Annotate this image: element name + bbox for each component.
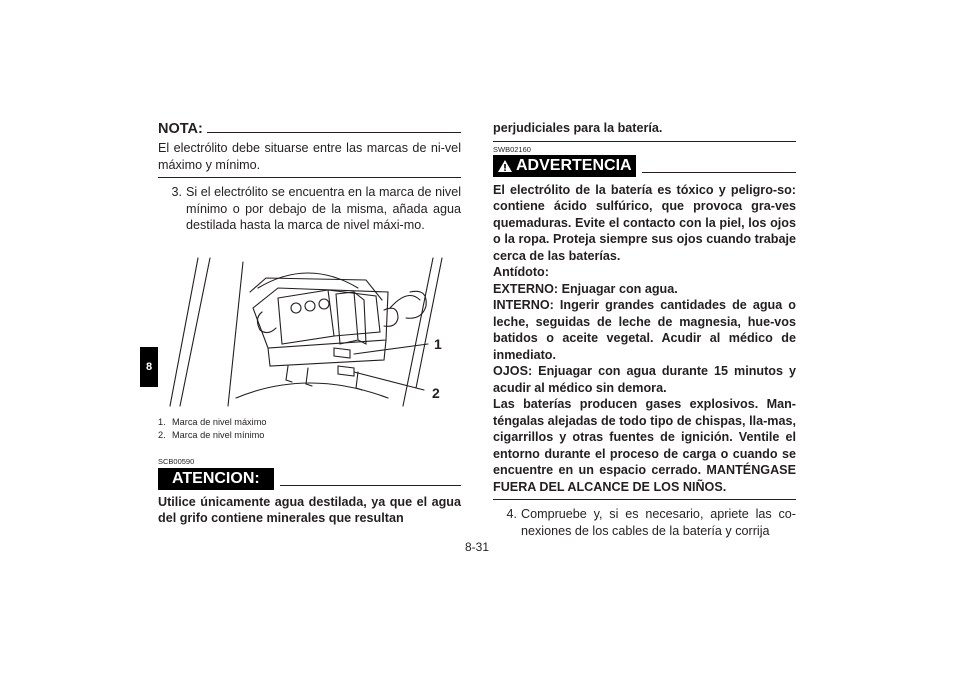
nota-end-rule [158, 177, 461, 178]
warning-code: SWB02160 [493, 144, 531, 154]
warning-rule [642, 172, 796, 173]
step-3-text: Si el electrólito se encuentra en la marca de nivel mínimo o por debajo de la misma, añada agua destilada hasta la marca de nivel máxi-mo. [186, 185, 461, 232]
nota-text: El electrólito debe situarse entre las marcas de ni-vel máximo y mínimo. [158, 141, 461, 172]
antidoto-ojos: OJOS: Enjuagar con agua durante 15 minutos y acudir al médico sin demora. [493, 364, 796, 395]
battery-drawing [158, 248, 461, 408]
caption-item-1 [158, 416, 461, 429]
nota-label: NOTA: [158, 120, 203, 137]
chapter-tab: 8 [140, 347, 158, 387]
page-number: 8-31 [465, 540, 490, 554]
antidoto-externo: EXTERNO: Enjuagar con agua. [493, 281, 678, 296]
battery-illustration [158, 248, 461, 408]
atencion-continued-text: perjudiciales para la batería. [493, 121, 663, 135]
callout-2: 2 [432, 384, 440, 401]
atencion-rule [280, 485, 461, 486]
atencion-heading [158, 468, 461, 490]
right-column [493, 120, 796, 539]
step-3 [158, 184, 461, 234]
caption-item-2 [158, 429, 461, 442]
warning-label-box [493, 155, 636, 177]
left-column [158, 120, 461, 527]
step-4-number: 4. [506, 507, 517, 521]
nota-heading [158, 120, 461, 138]
figure-caption [158, 416, 461, 442]
caption-1-text: Marca de nivel máximo [172, 416, 267, 427]
warning-triangle-icon [497, 159, 513, 173]
atencion-end-rule [493, 141, 796, 142]
atencion-code: SCB00590 [158, 456, 195, 466]
step-4-text: Compruebe y, si es necesario, apriete las co-nexiones de los cables de la batería y corrija [521, 507, 796, 538]
atencion-label: ATENCION: [158, 468, 274, 490]
warning-label: ADVERTENCIA [516, 156, 632, 174]
nota-rule [207, 132, 461, 133]
caption-2-text: Marca de nivel mínimo [172, 429, 265, 440]
callout-1: 1 [434, 335, 442, 352]
caption-2-number: 2. [158, 429, 166, 440]
warning-paragraph-1: El electrólito de la batería es tóxico y peligro-so: contiene ácido sulfúrico, que provoca gra-ves quemaduras. Evite el contacto con la piel, los ojos o la ropa. Proteja siempre sus ojos cuando trabaje cerca de las baterías. [493, 182, 796, 263]
atencion-text: Utilice únicamente agua destilada, ya que el agua del grifo contiene minerales que resultan [158, 494, 461, 525]
step-4 [493, 506, 796, 539]
antidoto-interno: INTERNO: Ingerir grandes cantidades de agua o leche, seguidas de leche de magnesia, hue-vos batidos o aceite vegetal. Acudir al médico de inmediato. [493, 298, 796, 362]
step-3-number: 3. [171, 185, 182, 199]
warning-heading [493, 155, 796, 177]
antidoto-heading: Antídoto: [493, 265, 549, 279]
warning-gases: Las baterías producen gases explosivos. Man-téngalas alejadas de todo tipo de chispas, lla-mas, cigarrillos y otras fuentes de ignición. Ventile el entorno durante el proceso de carga o cuando se encuentre en un espacio cerrado. MANTÉNGASE FUERA DEL ALCANCE DE LOS NIÑOS. [493, 397, 796, 494]
caption-1-number: 1. [158, 416, 166, 427]
warning-end-rule [493, 499, 796, 500]
